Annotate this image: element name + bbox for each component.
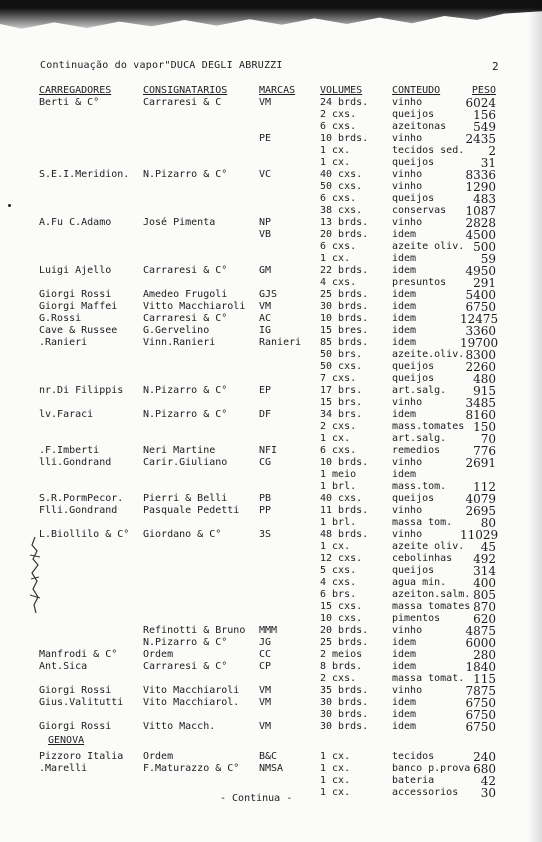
cell-peso: 80 [480,516,496,530]
cell-volumes: 1 cx. [320,145,351,156]
cell-shipper: .Ranieri [39,337,88,348]
cell-consignee: Carraresi & C° [143,265,228,276]
cell-peso: 805 [473,588,496,602]
cell-peso: 70 [480,432,496,446]
cell-conteudo: art.salg. [392,433,447,444]
cell-consignee: N.Pizarro & C° [143,409,228,420]
cell-volumes: 30 brds. [320,709,369,720]
cell-peso: 8160 [465,408,496,422]
cell-volumes: 50 brs. [320,349,363,360]
cell-consignee: José Pimenta [143,217,216,228]
cell-conteudo: banco p.prova [392,763,471,774]
cell-conteudo: idem [392,721,417,732]
cell-marca: VC [259,169,272,180]
cell-conteudo: vinho [392,397,423,408]
cell-peso: 8300 [465,348,496,362]
cell-shipper: Berti & C° [39,97,100,108]
cell-conteudo: idem [392,409,417,420]
cell-shipper: L.Biollilo & C° [39,529,130,540]
cell-peso: 112 [473,480,496,494]
cell-volumes: 4 cxs. [320,577,357,588]
cell-peso: 500 [473,240,496,254]
cell-peso: 3360 [465,324,496,338]
cell-peso: 2260 [465,360,496,374]
cell-volumes: 6 cxs. [320,241,357,252]
cell-consignee: Vitto Macchiaroli [143,301,246,312]
cell-conteudo: vinho [392,505,423,516]
cell-conteudo: queijos [392,565,435,576]
cell-shipper: Flli.Gondrand [39,505,118,516]
cell-conteudo: queijos [392,373,435,384]
cell-volumes: 40 cxs. [320,493,363,504]
cell-marca: GM [259,265,272,276]
cell-consignee: Refinotti & Bruno [143,625,246,636]
cell-volumes: 40 cxs. [320,169,363,180]
cell-volumes: 34 brs. [320,409,363,420]
col-header-consignee: CONSIGNATARIOS [143,85,228,96]
cell-volumes: 1 cx. [320,541,351,552]
cell-volumes: 1 cx. [320,157,351,168]
cell-marca: AC [259,313,272,324]
cell-marca: VM [259,685,272,696]
cell-peso: 2435 [465,132,496,146]
cell-peso: 2828 [465,216,496,230]
cell-conteudo: agua min. [392,577,447,588]
cell-peso: 7875 [465,684,496,698]
cell-consignee: Neri Martine [143,445,216,456]
cell-volumes: 1 brl. [320,517,357,528]
cell-peso: 1290 [465,180,496,194]
cell-shipper: Cave & Russee [39,325,118,336]
cell-conteudo: idem [392,637,417,648]
cell-volumes: 12 cxs. [320,553,363,564]
cell-volumes: 30 brds. [320,697,369,708]
cell-peso: 915 [473,384,496,398]
cell-consignee: Giordano & C° [143,529,222,540]
cell-volumes: 11 brds. [320,505,369,516]
cell-volumes: 4 cxs. [320,277,357,288]
cell-peso: 4875 [465,624,496,638]
cell-conteudo: idem [392,289,417,300]
cell-peso: 30 [480,786,496,800]
cell-shipper: G.Rossi [39,313,82,324]
cell-shipper: nr.Di Filippis [39,385,124,396]
cell-conteudo: queijos [392,493,435,504]
cell-peso: 3485 [465,396,496,410]
cell-peso: 2695 [465,504,496,518]
cell-peso: 156 [473,108,496,122]
cell-peso: 12475 [460,312,499,326]
cell-peso: 6750 [465,300,496,314]
cell-conteudo: idem [392,697,417,708]
cell-volumes: 5 cxs. [320,565,357,576]
cell-volumes: 10 brds. [320,457,369,468]
cell-volumes: 30 brds. [320,721,369,732]
cell-conteudo: idem [392,649,417,660]
cell-volumes: 8 brds. [320,661,363,672]
cell-consignee: F.Maturazzo & C° [143,763,240,774]
cell-peso: 4079 [465,492,496,506]
cell-shipper: Luigi Ajello [39,265,112,276]
cell-shipper: .F.Imberti [39,445,100,456]
cell-peso: 314 [473,564,496,578]
cell-consignee: Vito Macchiarol. [143,697,240,708]
cell-conteudo: presuntos [392,277,447,288]
cell-marca: DF [259,409,272,420]
cell-marca: CP [259,661,272,672]
col-header-peso: PESO [471,85,496,96]
cell-conteudo: idem [392,253,417,264]
cell-conteudo: cebolinhas [392,553,453,564]
cell-consignee: N.Pizarro & C° [143,637,228,648]
cell-consignee: Carraresi & C [143,97,222,108]
cell-peso: 776 [473,444,496,458]
cell-marca: VM [259,721,272,732]
margin-scribble [28,535,42,615]
cell-conteudo: vinho [392,529,423,540]
cell-peso: 2691 [465,456,496,470]
col-header-volumes: VOLUMES [320,85,363,96]
cell-shipper: lli.Gondrand [39,457,112,468]
cell-shipper: S.E.I.Meridion. [39,169,130,180]
cell-marca: VM [259,697,272,708]
cell-peso: 31 [480,156,496,170]
cell-volumes: 15 bres. [320,325,369,336]
cell-shipper: Giorgi Rossi [39,685,112,696]
cell-peso: 1087 [465,204,496,218]
cell-conteudo: idem [392,325,417,336]
cell-consignee: Pierri & Belli [143,493,228,504]
cell-conteudo: idem [392,313,417,324]
cell-marca: GJS [259,289,278,300]
cell-consignee: Pasquale Pedetti [143,505,240,516]
cell-marca: PP [259,505,272,516]
cell-shipper: Manfrodi & C° [39,649,118,660]
cell-peso: 42 [480,774,496,788]
cell-consignee: Carir.Giuliano [143,457,228,468]
cell-conteudo: idem [392,337,417,348]
cell-consignee: N.Pizarro & C° [143,169,228,180]
cell-conteudo: tecidos [392,751,435,762]
cell-conteudo: queijos [392,157,435,168]
cell-conteudo: azeite oliv. [392,541,465,552]
cell-volumes: 17 brs. [320,385,363,396]
cell-conteudo: idem [392,301,417,312]
cell-marca: CG [259,457,272,468]
cell-conteudo: queijos [392,193,435,204]
cell-volumes: 50 cxs. [320,181,363,192]
cell-marca: VM [259,97,272,108]
cell-volumes: 1 cx. [320,787,351,798]
cell-conteudo: art.salg. [392,385,447,396]
cell-volumes: 38 cxs. [320,205,363,216]
cell-consignee: Ordem [143,649,174,660]
cell-volumes: 22 brds. [320,265,369,276]
document-title: Continuação do vapor"DUCA DEGLI ABRUZZI [40,60,283,71]
cell-consignee: Ordem [143,751,174,762]
cell-conteudo: mass.tom. [392,481,447,492]
cell-shipper: S.R.PormPecor. [39,493,124,504]
section-label-genova: GENOVA [48,735,85,746]
cell-consignee: Vito Macchiaroli [143,685,240,696]
cell-conteudo: idem [392,709,417,720]
cell-conteudo: massa tomates [392,601,471,612]
cell-conteudo: vinho [392,181,423,192]
cell-consignee: Vinn.Ranieri [143,337,216,348]
cell-marca: IG [259,325,272,336]
cell-peso: 2 [488,144,496,158]
col-header-conteudo: CONTEUDO [392,85,441,96]
cell-volumes: 30 brds. [320,301,369,312]
cell-volumes: 15 brs. [320,397,363,408]
cell-volumes: 1 brl. [320,481,357,492]
cell-peso: 6000 [465,636,496,650]
cell-consignee: Vitto Macch. [143,721,216,732]
cell-shipper: Pizzoro Italia [39,751,124,762]
cell-shipper: Giorgi Rossi [39,721,112,732]
cell-volumes: 48 brds. [320,529,369,540]
cell-peso: 45 [480,540,496,554]
cell-volumes: 10 cxs. [320,613,363,624]
cell-shipper: Giorgi Maffei [39,301,118,312]
continua-footer: - Continua - [220,793,293,804]
torn-top-edge [0,0,542,40]
cell-marca: PB [259,493,272,504]
cell-shipper: A.Fu C.Adamo [39,217,112,228]
cell-peso: 6750 [465,696,496,710]
cell-volumes: 24 brds. [320,97,369,108]
cell-conteudo: azeite.oliv. [392,349,465,360]
cell-conteudo: azeite oliv. [392,241,465,252]
cell-conteudo: idem [392,265,417,276]
cell-consignee: N.Pizarro & C° [143,385,228,396]
cell-marca: CC [259,649,272,660]
cell-volumes: 6 cxs. [320,193,357,204]
cell-peso: 620 [473,612,496,626]
cell-peso: 150 [473,420,496,434]
cell-shipper: Gius.Valitutti [39,697,124,708]
cell-peso: 59 [480,252,496,266]
cell-volumes: 25 brds. [320,289,369,300]
cell-conteudo: vinho [392,169,423,180]
cell-peso: 240 [473,750,496,764]
cell-conteudo: remedios [392,445,441,456]
cell-conteudo: queijos [392,109,435,120]
cell-peso: 870 [473,600,496,614]
cell-peso: 6750 [465,708,496,722]
cell-conteudo: massa tomat. [392,673,465,684]
cell-volumes: 10 brds. [320,313,369,324]
cell-volumes: 20 brds. [320,625,369,636]
cell-conteudo: vinho [392,625,423,636]
cell-conteudo: vinho [392,685,423,696]
cell-volumes: 1 cx. [320,751,351,762]
cell-peso: 8336 [465,168,496,182]
cell-marca: JG [259,637,272,648]
cell-volumes: 2 cxs. [320,673,357,684]
cell-volumes: 6 cxs. [320,445,357,456]
cell-marca: NMSA [259,763,284,774]
cell-marca: NP [259,217,272,228]
cell-marca: EP [259,385,272,396]
cell-conteudo: pimentos [392,613,441,624]
cell-volumes: 1 cx. [320,433,351,444]
page-number: 2 [492,60,499,73]
cell-peso: 5400 [465,288,496,302]
cell-peso: 280 [473,648,496,662]
cell-peso: 19700 [460,336,499,350]
ink-speck [8,204,11,207]
cell-marca: NFI [259,445,278,456]
cell-conteudo: idem [392,469,417,480]
cell-volumes: 85 brds. [320,337,369,348]
cell-conteudo: accessorios [392,787,459,798]
cell-volumes: 7 cxs. [320,373,357,384]
cell-volumes: 1 cx. [320,253,351,264]
cell-conteudo: azeitonas [392,121,447,132]
cell-marca: VM [259,301,272,312]
cell-peso: 680 [473,762,496,776]
cell-peso: 480 [473,372,496,386]
cell-conteudo: mass.tomates [392,421,465,432]
cell-peso: 4500 [465,228,496,242]
cell-peso: 483 [473,192,496,206]
cell-volumes: 1 cx. [320,775,351,786]
cell-peso: 11029 [460,528,499,542]
cell-peso: 492 [473,552,496,566]
page-shadow-edge [528,0,542,842]
cell-peso: 549 [473,120,496,134]
cell-volumes: 6 brs. [320,589,357,600]
cell-conteudo: idem [392,661,417,672]
cell-peso: 4950 [465,264,496,278]
cell-volumes: 2 meios [320,649,363,660]
cell-peso: 6750 [465,720,496,734]
cell-volumes: 25 brds. [320,637,369,648]
cell-conteudo: tecidos sed. [392,145,465,156]
cell-peso: 115 [473,672,496,686]
cell-shipper: Ant.Sica [39,661,88,672]
cell-marca: Ranieri [259,337,302,348]
cell-conteudo: queijos [392,361,435,372]
cell-volumes: 15 cxs. [320,601,363,612]
cell-volumes: 50 cxs. [320,361,363,372]
cell-conteudo: vinho [392,217,423,228]
cell-conteudo: massa tom. [392,517,453,528]
cell-consignee: G.Gervelino [143,325,210,336]
cell-marca: VB [259,229,272,240]
cell-conteudo: azeiton.salm. [392,589,471,600]
col-header-marca: MARCAS [259,85,296,96]
cell-volumes: 10 brds. [320,133,369,144]
cell-peso: 400 [473,576,496,590]
cell-consignee: Amedeo Frugoli [143,289,228,300]
cell-volumes: 13 brds. [320,217,369,228]
cell-shipper: .Marelli [39,763,88,774]
cell-conteudo: vinho [392,97,423,108]
col-header-shipper: CARREGADORES [39,85,112,96]
cell-volumes: 1 meio [320,469,357,480]
cell-volumes: 35 brds. [320,685,369,696]
cell-shipper: lv.Faraci [39,409,94,420]
cell-conteudo: vinho [392,457,423,468]
cell-conteudo: idem [392,229,417,240]
cell-marca: B&C [259,751,278,762]
cell-consignee: Carraresi & C° [143,313,228,324]
cell-volumes: 20 brds. [320,229,369,240]
cell-volumes: 6 cxs. [320,121,357,132]
cell-volumes: 1 cx. [320,763,351,774]
cell-consignee: Carraresi & C° [143,661,228,672]
cell-conteudo: bateria [392,775,435,786]
cell-conteudo: vinho [392,133,423,144]
cell-marca: 3S [259,529,272,540]
cell-peso: 1840 [465,660,496,674]
cell-volumes: 2 cxs. [320,109,357,120]
cell-peso: 6024 [465,96,496,110]
cell-peso: 291 [473,276,496,290]
cell-volumes: 2 cxs. [320,421,357,432]
cell-marca: PE [259,133,272,144]
cell-marca: MMM [259,625,278,636]
cell-shipper: Giorgi Rossi [39,289,112,300]
cell-conteudo: conservas [392,205,447,216]
